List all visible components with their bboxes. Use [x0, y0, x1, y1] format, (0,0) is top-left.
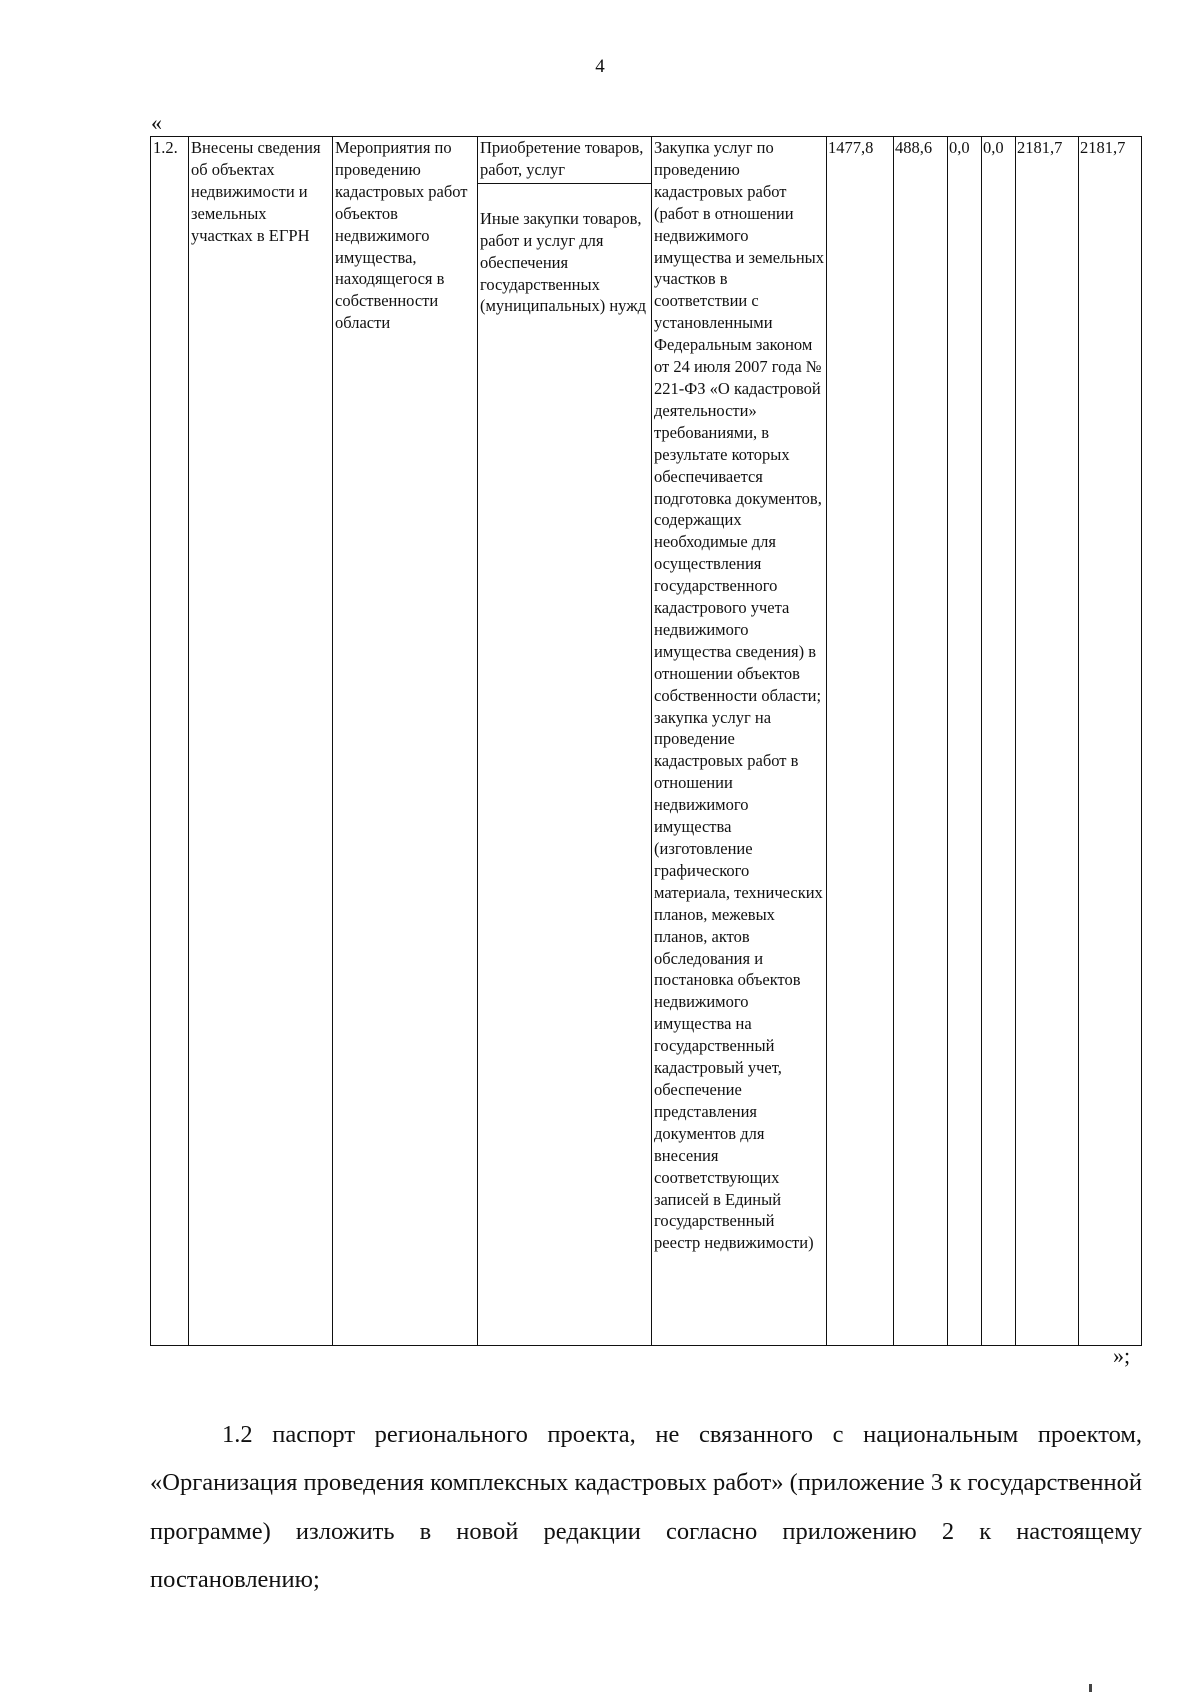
value-cell: 1477,8: [827, 137, 894, 1346]
result-text: Внесены сведения об объектах недвижимости и земельных участках в ЕГРН: [191, 138, 321, 245]
closing-quote: »;: [1113, 1343, 1131, 1368]
scan-artifact: [1089, 1684, 1092, 1692]
value-cell: 0,0: [982, 137, 1016, 1346]
body-paragraph: 1.2 паспорт регионального проекта, не связанного с национальным проектом, «Организация проведения комплексных кадастровых работ» (приложение 3 к государственной программе) изложить в новой редакции согласно приложению 2 к настоящему постановлению;: [150, 1420, 1142, 1593]
description-cell: [652, 137, 827, 1346]
opening-quote: «: [151, 110, 162, 135]
page-number: 4: [595, 56, 605, 77]
program-table: [150, 136, 1142, 1346]
value-cell: 2181,7: [1079, 137, 1142, 1346]
direction-primary: Приобретение товаров, работ, услуг: [478, 137, 651, 184]
event-cell: [333, 137, 478, 1346]
description-text: Закупка услуг по проведению кадастровых работ (работ в отношении недвижимого имущества и земельных участков в соответствии с установленными Федеральным законом от 24 июля 2007 года № 221-ФЗ «О кадастровой деятельности» требованиями, в результате которых обеспечивается подготовка документов, содержащих необходимые для осуществления государственного кадастрового учета недвижимого имущества сведения) в отношении объектов собственности области; закупка услуг на проведение кадастровых работ в отношении недвижимого имущества (изготовление графического материала, технических планов, межевых планов, актов обследования и постановка объектов недвижимого имущества на государственный кадастровый учет, обеспечение представления документов для внесения соответствующих записей в Единый государственный реестр недвижимости): [654, 138, 825, 1253]
value-cell: 2181,7: [1016, 137, 1079, 1346]
direction-secondary: Иные закупки товаров, работ и услуг для обеспечения государственных (муниципальных) нужд: [480, 208, 647, 316]
event-text: Мероприятия по проведению кадастровых работ объектов недвижимого имущества, находящегося в собственности области: [335, 138, 468, 333]
row-number-cell: [151, 137, 189, 1346]
value-cell: 0,0: [948, 137, 982, 1346]
value-cell: 488,6: [894, 137, 948, 1346]
row-number: 1.2.: [153, 138, 178, 157]
direction-cell: [478, 137, 652, 1346]
result-cell: [189, 137, 333, 1346]
table-row: [151, 137, 1142, 1346]
